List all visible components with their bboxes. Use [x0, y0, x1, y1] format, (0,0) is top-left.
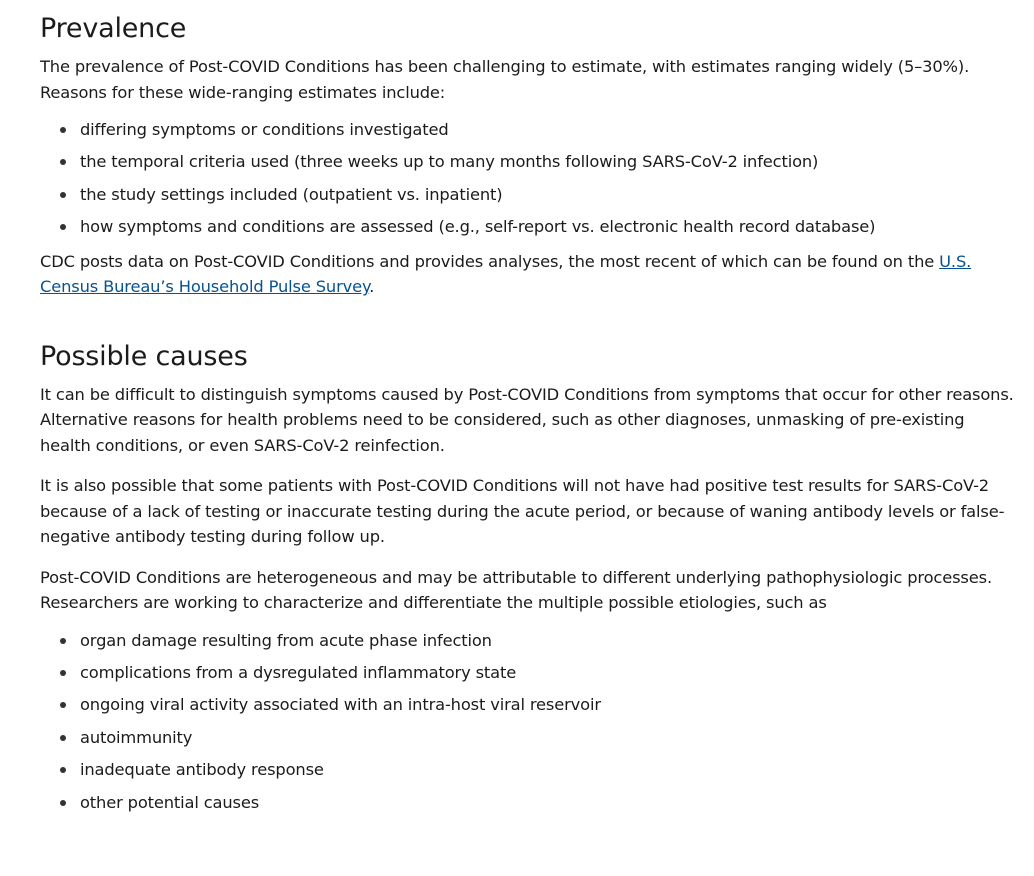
bullet-icon [60, 127, 66, 133]
bullet-icon [60, 702, 66, 708]
list-item-text: complications from a dysregulated inflammatory state [80, 662, 517, 682]
list-item-text: organ damage resulting from acute phase infection [80, 630, 492, 650]
cdc-data-paragraph [40, 249, 1015, 300]
prevalence-reasons-list [40, 119, 1034, 238]
etiologies-list [40, 630, 1034, 814]
list-item [40, 759, 1034, 781]
bullet-icon [60, 638, 66, 644]
list-item-text: the temporal criteria used (three weeks up to many months following SARS-CoV-2 infection) [80, 152, 819, 172]
list-item-text: ongoing viral activity associated with an intra-host viral reservoir [80, 695, 601, 715]
list-item [40, 792, 1034, 814]
bullet-icon [60, 767, 66, 773]
bullet-icon [60, 159, 66, 165]
causes-paragraph-1: It can be difficult to distinguish symptoms caused by Post-COVID Conditions from symptoms that occur for other reasons. Alternative reasons for health problems need to be considered, such as other diagnoses, unmasking of pre-existing health conditions, or even SARS-CoV-2 reinfection. [40, 384, 1014, 455]
list-item [40, 119, 1034, 141]
bullet-icon [60, 735, 66, 741]
list-item [40, 662, 1034, 684]
list-item [40, 184, 1034, 206]
list-item [40, 216, 1034, 238]
list-item [40, 694, 1034, 716]
bullet-icon [60, 800, 66, 806]
prevalence-intro: The prevalence of Post-COVID Conditions has been challenging to estimate, with estimates ranging widely (5–30%). Reasons for these wide-ranging estimates include: [40, 57, 970, 102]
section-heading-prevalence: Prevalence [40, 13, 187, 44]
cdc-data-text: CDC posts data on Post-COVID Conditions and provides analyses, the most recent of which can be found on the [40, 251, 940, 271]
causes-paragraph-2: It is also possible that some patients with Post-COVID Conditions will not have had positive test results for SARS-CoV-2 because of a lack of testing or inaccurate testing during the acute period, or because of waning antibody levels or false-negative antibody testing during follow up. [40, 476, 1005, 547]
bullet-icon [60, 224, 66, 230]
list-item-text: other potential causes [80, 792, 260, 812]
list-item [40, 630, 1034, 652]
list-item-text: autoimmunity [80, 727, 193, 747]
list-item [40, 727, 1034, 749]
cdc-data-end: . [369, 277, 375, 297]
list-item-text: how symptoms and conditions are assessed (e.g., self-report vs. electronic health record database) [80, 217, 876, 237]
household-pulse-survey-link[interactable]: U.S. Census Bureau’s Household Pulse Survey [40, 251, 972, 297]
list-item [40, 151, 1034, 173]
section-heading-possible-causes: Possible causes [40, 340, 248, 372]
causes-paragraph-3: Post-COVID Conditions are heterogeneous and may be attributable to different underlying pathophysiologic processes. Researchers are working to characterize and differentiate the multiple possible etiologies, such as [40, 567, 992, 613]
bullet-icon [60, 192, 66, 198]
bullet-icon [60, 670, 66, 676]
list-item-text: differing symptoms or conditions investigated [80, 120, 449, 139]
list-item-text: inadequate antibody response [80, 760, 324, 780]
list-item-text: the study settings included (outpatient vs. inpatient) [80, 184, 503, 204]
